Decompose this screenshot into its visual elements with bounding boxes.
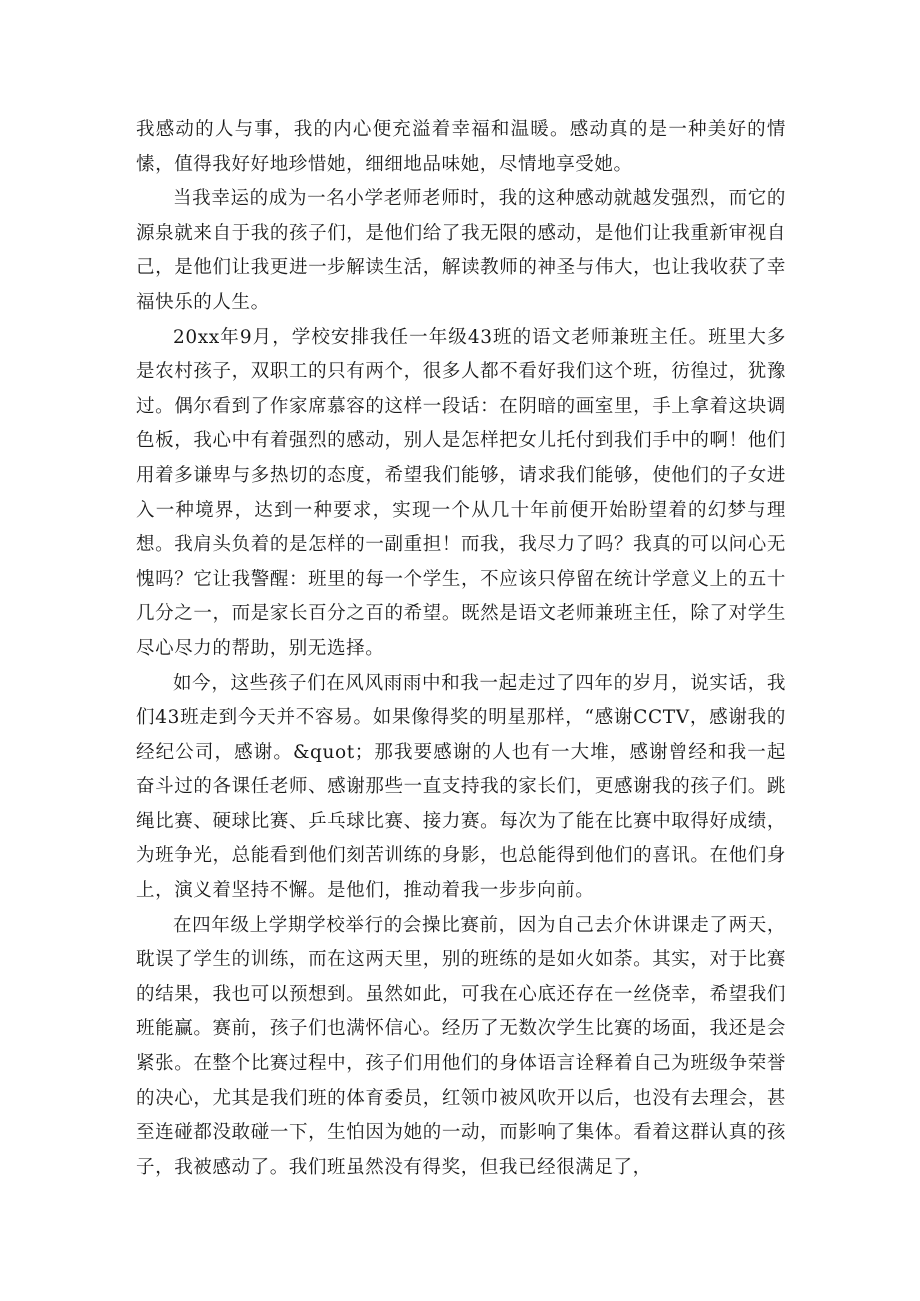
document-body bbox=[136, 113, 786, 1185]
paragraph-1: 我感动的人与事，我的内心便充溢着幸福和温暖。感动真的是一种美好的情愫，值得我好好地珍惜她，细细地品味她，尽情地享受她。 bbox=[136, 119, 786, 175]
paragraph-3: 20xx年9月，学校安排我任一年级43班的语文老师兼班主任。班里大多是农村孩子，双职工的只有两个，很多人都不看好我们这个班，彷徨过，犹豫过。偶尔看到了作家席慕容的这样一段话：在阴暗的画室里，手上拿着这块调色板，我心中有着强烈的感动，别人是怎样把女儿托付到我们手中的啊！他们用着多谦卑与多热切的态度，希望我们能够，请求我们能够，使他们的子女进入一种境界，达到一种要求，实现一个从几十年前便开始盼望着的幻梦与理想。我肩头负着的是怎样的一副重担！而我，我尽力了吗？我真的可以问心无愧吗？它让我警醒：班里的每一个学生，不应该只停留在统计学意义上的五十几分之一，而是家长百分之百的希望。既然是语文老师兼班主任，除了对学生尽心尽力的帮助，别无选择。 bbox=[136, 326, 786, 659]
paragraph-4: 如今，这些孩子们在风风雨雨中和我一起走过了四年的岁月，说实话，我们43班走到今天并不容易。如果像得奖的明星那样，“感谢CCTV，感谢我的经纪公司，感谢。&quot；那我要感谢的人也有一大堆，感谢曾经和我一起奋斗过的各课任老师、感谢那些一直支持我的家长们，更感谢我的孩子们。跳绳比赛、硬球比赛、乒乓球比赛、接力赛。每次为了能在比赛中取得好成绩，为班争光，总能看到他们刻苦训练的身影，也总能得到他们的喜讯。在他们身上，演义着坚持不懈。是他们，推动着我一步步向前。 bbox=[136, 672, 786, 902]
paragraph-2: 当我幸运的成为一名小学老师老师时，我的这种感动就越发强烈，而它的源泉就来自于我的孩子们，是他们给了我无限的感动，是他们让我重新审视自己，是他们让我更进一步解读生活，解读教师的神圣与伟大，也让我收获了幸福快乐的人生。 bbox=[136, 188, 786, 313]
paragraph-5: 在四年级上学期学校举行的会操比赛前，因为自己去介休讲课走了两天，耽误了学生的训练，而在这两天里，别的班练的是如火如荼。其实，对于比赛的结果，我也可以预想到。虽然如此，可我在心底还存在一丝侥幸，希望我们班能赢。赛前，孩子们也满怀信心。经历了无数次学生比赛的场面，我还是会紧张。在整个比赛过程中，孩子们用他们的身体语言诠释着自己为班级争荣誉的决心，尤其是我们班的体育委员，红领巾被风吹开以后，也没有去理会，甚至连碰都没敢碰一下，生怕因为她的一动，而影响了集体。看着这群认真的孩子，我被感动了。我们班虽然没有得奖，但我已经很满足了， bbox=[136, 914, 786, 1178]
